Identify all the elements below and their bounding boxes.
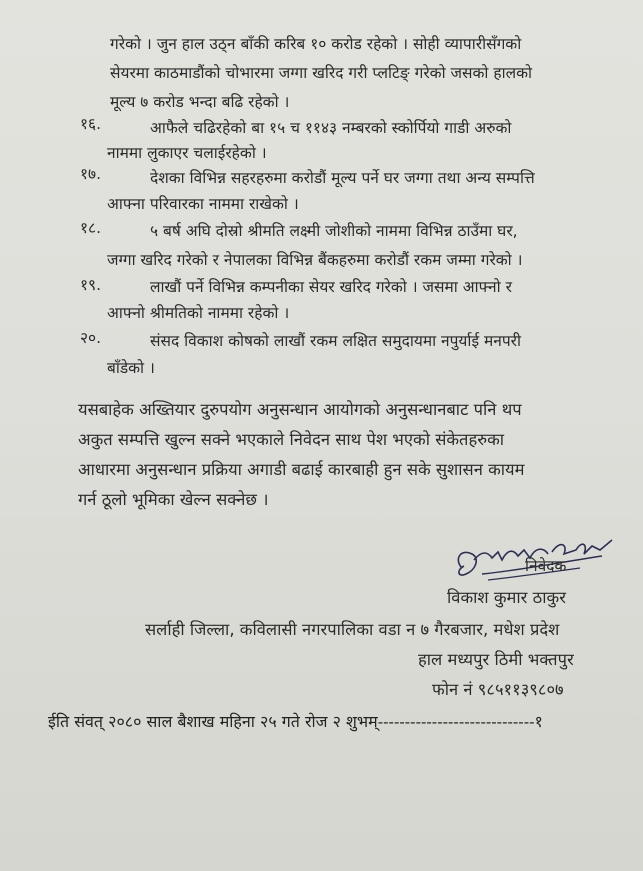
item-19-line-2: आफ्नो श्रीमतिको नाममा रहेको । bbox=[107, 304, 290, 322]
signature-role: निवेदक bbox=[525, 557, 567, 575]
item-17-line-1: देशका विभिन्न सहरहरुमा करोडौं मूल्य पर्ने घर जग्गा तथा अन्य सम्पत्ति bbox=[150, 169, 535, 187]
item-number-19: १९. bbox=[80, 276, 102, 294]
item-number-20: २०. bbox=[80, 329, 102, 347]
item-16-line-2: नाममा लुकाएर चलाईरहेको । bbox=[107, 144, 267, 162]
closing-line-4: गर्न ठूलो भूमिका खेल्न सक्नेछ । bbox=[78, 490, 269, 509]
signature-name: विकाश कुमार ठाकुर bbox=[447, 588, 566, 607]
closing-line-2: अकुत सम्पत्ति खुल्न सक्ने भएकाले निवेदन साथ पेश भएको संकेतहरुका bbox=[78, 430, 505, 449]
intro-line-1: गरेको । जुन हाल उठ्न बाँकी करिब १० करोड रहेको । सोही व्यापारीसँगको bbox=[110, 35, 522, 53]
item-20-line-2: बाँडेको । bbox=[107, 359, 155, 377]
closing-line-1: यसबाहेक अख्तियार दुरुपयोग अनुसन्धान आयोगको अनुसन्धानबाट पनि थप bbox=[78, 400, 522, 419]
intro-line-2: सेयरमा काठमाडौंको चोभारमा जग्गा खरिद गरी प्लटिङ् गरेको जसको हालको bbox=[110, 64, 533, 82]
signature-phone: फोन नं ९८५११३९८०७ bbox=[432, 680, 564, 699]
signature-current-address: हाल मध्यपुर ठिमी भक्तपुर bbox=[418, 650, 574, 669]
footer-date-line: ईति संवत् २०८० साल बैशाख महिना २५ गते रोज २ शुभम्-----------------------------१ bbox=[48, 712, 543, 731]
item-20-line-1: संसद विकाश कोषको लाखौं रकम लक्षित समुदायमा नपुर्याई मनपरी bbox=[150, 332, 522, 350]
item-17-line-2: आफ्ना परिवारका नाममा राखेको । bbox=[107, 195, 299, 213]
signature-address: सर्लाही जिल्ला, कविलासी नगरपालिका वडा न ७ गैरबजार, मधेश प्रदेश bbox=[145, 620, 560, 639]
item-number-16: १६. bbox=[80, 115, 102, 133]
item-number-17: १७. bbox=[80, 165, 102, 183]
item-16-line-1: आफैले चढिरहेको बा १५ च ११४३ नम्बरको स्कोर्पियो गाडी अरुको bbox=[150, 119, 512, 137]
intro-line-3: मूल्य ७ करोड भन्दा बढि रहेको । bbox=[110, 93, 290, 111]
closing-line-3: आधारमा अनुसन्धान प्रक्रिया अगाडी बढाई कारबाही हुन सके सुशासन कायम bbox=[78, 460, 525, 479]
item-18-line-2: जग्गा खरिद गरेको र नेपालका विभिन्न बैंकहरुमा करोडौं रकम जम्मा गरेको । bbox=[107, 251, 523, 269]
item-19-line-1: लाखौं पर्ने विभिन्न कम्पनीका सेयर खरिद गरेको । जसमा आफ्नो र bbox=[150, 278, 512, 296]
item-number-18: १८. bbox=[80, 219, 102, 237]
item-18-line-1: ५ बर्ष अघि दोस्रो श्रीमति लक्ष्मी जोशीको नाममा विभिन्न ठाउँमा घर, bbox=[150, 222, 518, 240]
